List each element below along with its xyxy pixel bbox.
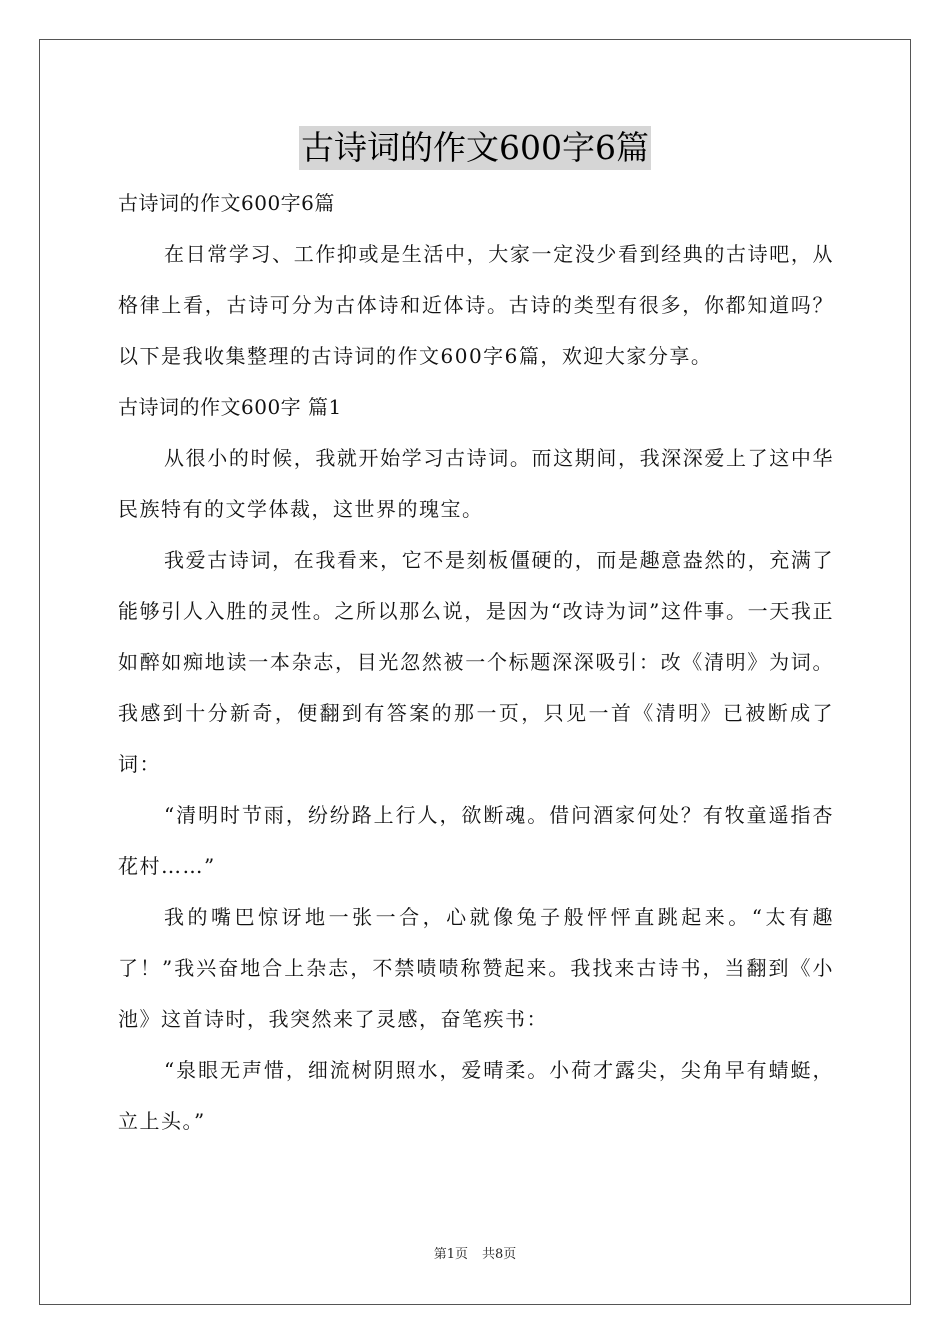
- poem-quote-paragraph: “泉眼无声惜，细流树阴照水，爱晴柔。小荷才露尖，尖角早有蜻蜓，立上头。”: [118, 1058, 834, 1133]
- document-title: 古诗词的作文600字6篇: [299, 126, 651, 170]
- poem-quote-paragraph: “清明时节雨，纷纷路上行人，欲断魂。借问酒家何处？有牧童遥指杏花村……”: [118, 803, 834, 878]
- document-body: [118, 178, 834, 1147]
- intro-paragraph: 在日常学习、工作抑或是生活中，大家一定没少看到经典的古诗吧，从格律上看，古诗可分为古体诗和近体诗。古诗的类型有很多，你都知道吗？以下是我收集整理的古诗词的作文600字6篇，欢迎大家分享。: [118, 242, 834, 368]
- subtitle-heading: 古诗词的作文600字6篇: [118, 191, 335, 215]
- page-number: 第1页: [433, 1247, 468, 1262]
- page-total: 共8页: [482, 1247, 517, 1262]
- page-footer: [0, 1246, 950, 1264]
- title-container: [0, 126, 950, 170]
- body-paragraph: 从很小的时候，我就开始学习古诗词。而这期间，我深深爱上了这中华民族特有的文学体裁，这世界的瑰宝。: [118, 446, 834, 521]
- body-paragraph: 我爱古诗词，在我看来，它不是刻板僵硬的，而是趣意盎然的，充满了能够引人入胜的灵性。之所以那么说，是因为“改诗为词”这件事。一天我正如醉如痴地读一本杂志，目光忽然被一个标题深深吸引：改《清明》为词。我感到十分新奇，便翻到有答案的那一页，只见一首《清明》已被断成了词：: [118, 548, 834, 776]
- body-paragraph: 我的嘴巴惊讶地一张一合，心就像兔子般怦怦直跳起来。“太有趣了！”我兴奋地合上杂志，不禁啧啧称赞起来。我找来古诗书，当翻到《小池》这首诗时，我突然来了灵感，奋笔疾书：: [118, 905, 834, 1031]
- section-heading: 古诗词的作文600字 篇1: [118, 395, 342, 419]
